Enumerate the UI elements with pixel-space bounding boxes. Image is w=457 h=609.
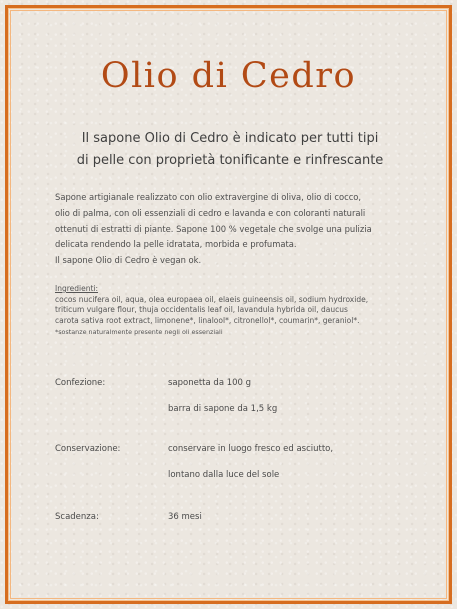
ingredients-note: *sostanze naturalmente presente negli oli essenziali [55, 327, 223, 336]
subtitle [70, 128, 390, 172]
ingredients-line: triticum vulgare flour, thuja occidentalis leaf oil, lavandula hybrida oil, daucus [55, 305, 348, 315]
ingredients-line: carota sativa root extract, limonene*, linalool*, citronellol*, coumarin*, geraniol*. [55, 315, 360, 325]
subtitle-line-1: Il sapone Olio di Cedro è indicato per tutti tipi [81, 131, 379, 146]
description [55, 190, 400, 269]
storage-label: Conservazione: [55, 444, 121, 454]
description-line: delicata rendendo la pelle idratata, morbida e profumata. [55, 239, 297, 250]
page-title: Olio di Cedro [100, 56, 357, 96]
ingredients-section [55, 284, 402, 337]
ingredients-line: cocos nucifera oil, aqua, olea europaea oil, elaeis guineensis oil, sodium hydroxide, [55, 295, 369, 305]
ingredients-title: Ingredienti: [55, 284, 99, 293]
subtitle-line-2: di pelle con proprietà tonificante e rinfrescante [76, 153, 384, 168]
description-line: Sapone artigianale realizzato con olio extravergine di oliva, olio di cocco, [55, 192, 362, 202]
packaging-value-2: barra di sapone da 1,5 kg [168, 404, 278, 414]
storage-value-2: lontano dalla luce del sole [168, 470, 280, 480]
description-line: Il sapone Olio di Cedro è vegan ok. [55, 255, 202, 266]
packaging-label: Confezione: [55, 378, 106, 388]
expiry-label: Scadenza: [55, 512, 99, 522]
description-line: ottenuti di estratti di piante. Sapone 100 % vegetale che svolge una pulizia [55, 223, 372, 234]
expiry-value: 36 mesi [168, 512, 202, 522]
description-line: olio di palma, con oli essenziali di cedro e lavanda e con coloranti naturali [55, 207, 366, 218]
packaging-value-1: saponetta da 100 g [168, 378, 252, 388]
storage-value-1: conservare in luogo fresco ed asciutto, [168, 444, 334, 454]
